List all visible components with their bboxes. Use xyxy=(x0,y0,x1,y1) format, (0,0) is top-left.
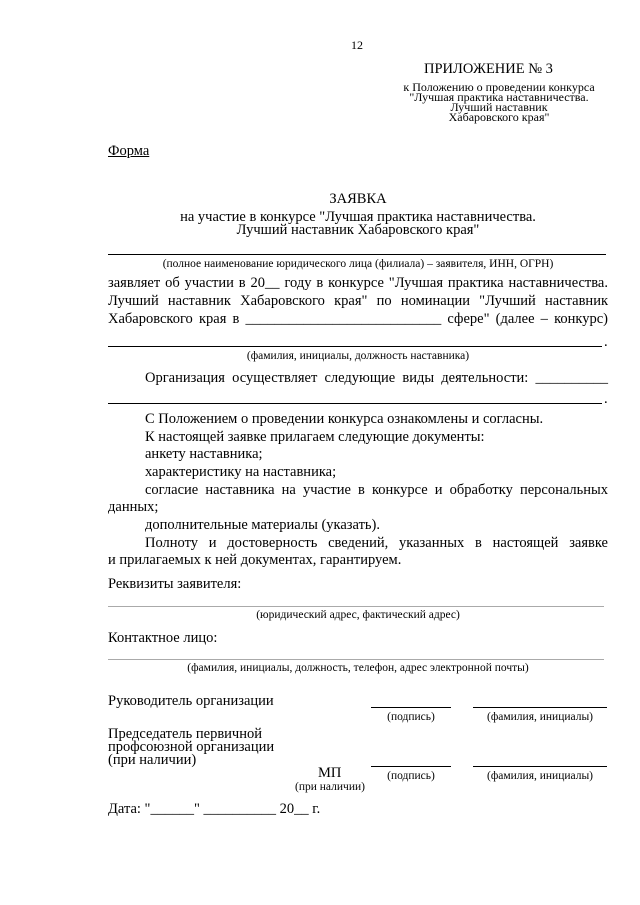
contact-label: Контактное лицо: xyxy=(108,630,218,646)
attach-text: К настоящей заявке прилагаем следующие документы: xyxy=(145,429,485,445)
declares-line-2: Лучший наставник Хабаровского края" по номинации "Лучший наставник xyxy=(108,293,608,309)
head-org-label: Руководитель организации xyxy=(108,693,274,709)
requisites-field-line xyxy=(108,606,604,607)
doc-item-2: характеристику на наставника; xyxy=(145,464,337,480)
contact-field-line xyxy=(108,659,604,660)
declares-line-3: Хабаровского края в ___________________________ сфере" (далее – конкурс) xyxy=(108,311,608,327)
contact-caption: (фамилия, инициалы, должность, телефон, адрес электронной почты) xyxy=(187,662,529,674)
chair-name-caption: (фамилия, инициалы) xyxy=(486,770,594,782)
head-name-caption: (фамилия, инициалы) xyxy=(486,711,594,723)
requisites-label: Реквизиты заявителя: xyxy=(108,576,242,592)
application-subtitle-2: Лучший наставник Хабаровского края" xyxy=(236,222,480,238)
mentor-line-period: . xyxy=(604,334,608,350)
mentor-field-line xyxy=(108,346,602,347)
activities-line: Организация осуществляет следующие виды деятельности: __________ xyxy=(145,370,608,386)
mentor-caption: (фамилия, инициалы, должность наставника) xyxy=(246,350,470,362)
page-number: 12 xyxy=(351,38,363,52)
address-caption: (юридический адрес, фактический адрес) xyxy=(256,609,460,621)
org-name-caption: (полное наименование юридического лица (филиала) – заявителя, ИНН, ОГРН) xyxy=(162,258,554,270)
doc-item-3-line-1: согласие наставника на участие в конкурсе и обработку персональных xyxy=(145,482,608,498)
application-subtitle-1: на участие в конкурсе "Лучшая практика наставничества. xyxy=(180,209,536,225)
activities-line-period: . xyxy=(604,391,608,407)
doc-item-4: дополнительные материалы (указать). xyxy=(145,517,381,533)
doc-item-1: анкету наставника; xyxy=(145,446,263,462)
chair-name-line xyxy=(473,766,607,767)
head-signature-line xyxy=(371,707,451,708)
guarantee-line-1: Полноту и достоверность сведений, указанных в настоящей заявке xyxy=(145,535,608,551)
activities-field-line xyxy=(108,403,602,404)
application-title: ЗАЯВКА xyxy=(329,191,387,207)
head-name-line xyxy=(473,707,607,708)
appendix-line-4: Хабаровского края" xyxy=(448,110,550,124)
head-signature-caption: (подпись) xyxy=(387,711,435,723)
declares-line-1: заявляет об участии в 20__ году в конкурсе "Лучшая практика наставничества. xyxy=(108,275,608,291)
acquainted-text: С Положением о проведении конкурса ознакомлены и согласны. xyxy=(145,411,544,427)
chair-label-line-3: (при наличии) xyxy=(108,752,197,768)
chair-signature-line xyxy=(371,766,451,767)
stamp-place-note: (при наличии) xyxy=(295,781,365,793)
org-name-field-line xyxy=(108,254,606,255)
form-label: Форма xyxy=(108,143,150,159)
chair-label-line-1: Председатель первичной xyxy=(108,726,262,742)
date-line: Дата: "______" __________ 20__ г. xyxy=(108,801,321,817)
appendix-line-1: к Положению о проведении конкурса xyxy=(403,80,595,94)
appendix-line-3: Лучший наставник xyxy=(450,100,548,114)
appendix-title: ПРИЛОЖЕНИЕ № 3 xyxy=(424,61,553,77)
chair-signature-caption: (подпись) xyxy=(387,770,435,782)
appendix-line-2: "Лучшая практика наставничества. xyxy=(409,90,589,104)
stamp-place-label: МП xyxy=(318,765,342,781)
doc-item-3-line-2: данных; xyxy=(108,499,159,515)
guarantee-line-2: и прилагаемых к ней документах, гарантируем. xyxy=(108,552,402,568)
chair-label-line-2: профсоюзной организации xyxy=(108,739,275,755)
